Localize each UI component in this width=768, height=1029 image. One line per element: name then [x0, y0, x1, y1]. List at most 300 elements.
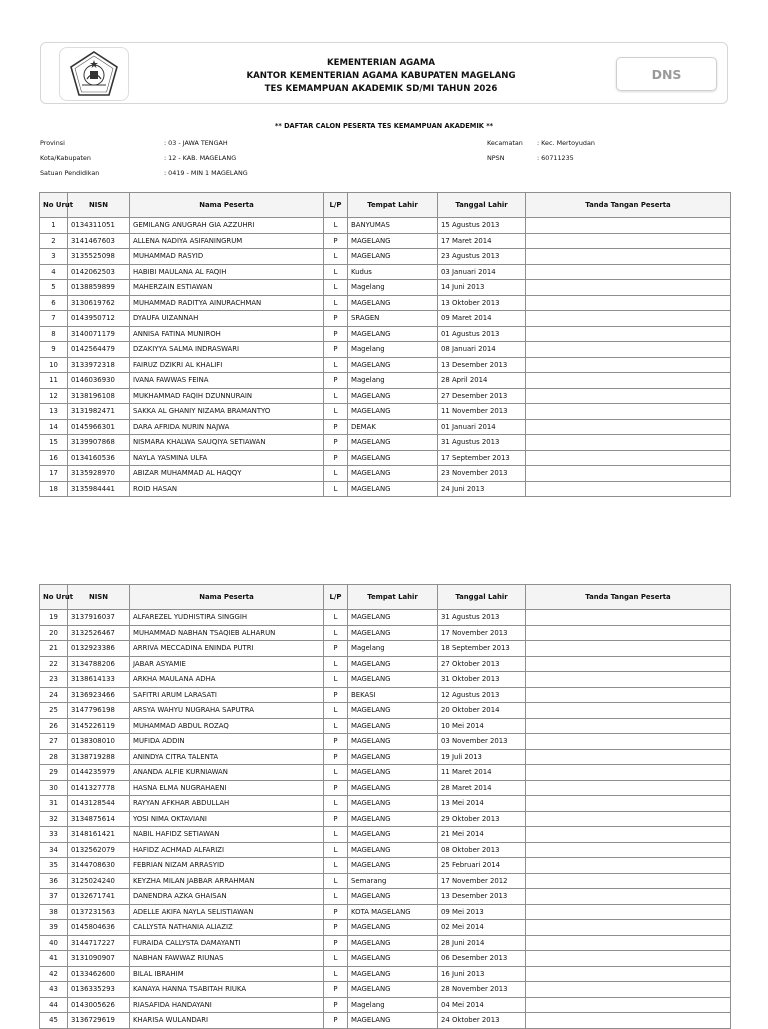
cell-nama: SAKKA AL GHANIY NIZAMA BRAMANTYO [130, 404, 324, 420]
cell-lp: P [324, 1013, 348, 1029]
col-nisn: NISN [68, 193, 130, 218]
cell-lp: L [324, 264, 348, 280]
cell-no: 30 [40, 780, 68, 796]
table-row [40, 404, 731, 420]
cell-no: 20 [40, 625, 68, 641]
cell-no: 32 [40, 811, 68, 827]
cell-tempat-lahir: MAGELANG [348, 966, 438, 982]
cell-nisn: 3131982471 [68, 404, 130, 420]
table-row [40, 218, 731, 234]
cell-nama: JABAR ASYAMIE [130, 656, 324, 672]
table-row [40, 796, 731, 812]
cell-lp: L [324, 858, 348, 874]
cell-nisn: 3144708630 [68, 858, 130, 874]
cell-tempat-lahir: BANYUMAS [348, 218, 438, 234]
cell-signature [526, 904, 731, 920]
cell-nama: MUHAMMAD RASYID [130, 249, 324, 265]
cell-signature [526, 264, 731, 280]
table-row [40, 904, 731, 920]
table-row [40, 342, 731, 358]
col-tanggal-lahir: Tanggal Lahir [438, 193, 526, 218]
cell-nisn: 3133972318 [68, 357, 130, 373]
cell-lp: L [324, 481, 348, 497]
cell-nama: ALFAREZEL YUDHISTIRA SINGGIH [130, 610, 324, 626]
cell-lp: L [324, 466, 348, 482]
cell-tanggal-lahir: 16 Juni 2013 [438, 966, 526, 982]
cell-lp: L [324, 404, 348, 420]
cell-nama: RIASAFIDA HANDAYANI [130, 997, 324, 1013]
cell-nisn: 0145804636 [68, 920, 130, 936]
cell-lp: P [324, 935, 348, 951]
info-label: Kecamatan [487, 139, 523, 147]
cell-nisn: 3139907868 [68, 435, 130, 451]
cell-tempat-lahir: Kudus [348, 264, 438, 280]
cell-tempat-lahir: MAGELANG [348, 889, 438, 905]
cell-tanggal-lahir: 12 Agustus 2013 [438, 687, 526, 703]
cell-nama: ABIZAR MUHAMMAD AL HAQQY [130, 466, 324, 482]
cell-tempat-lahir: MAGELANG [348, 435, 438, 451]
table-row [40, 450, 731, 466]
cell-nama: NABHAN FAWWAZ RIUNAS [130, 951, 324, 967]
dns-badge: DNS [616, 57, 717, 91]
cell-nisn: 0134311051 [68, 218, 130, 234]
info-value: : 60711235 [537, 154, 574, 162]
cell-nama: HAFIDZ ACHMAD ALFARIZI [130, 842, 324, 858]
cell-no: 27 [40, 734, 68, 750]
cell-tempat-lahir: MAGELANG [348, 718, 438, 734]
cell-nisn: 3130619762 [68, 295, 130, 311]
table-row [40, 641, 731, 657]
cell-nisn: 3131090907 [68, 951, 130, 967]
cell-signature [526, 796, 731, 812]
cell-signature [526, 280, 731, 296]
cell-tempat-lahir: MAGELANG [348, 625, 438, 641]
cell-nama: DYAUFA UIZANNAH [130, 311, 324, 327]
cell-tempat-lahir: MAGELANG [348, 295, 438, 311]
cell-no: 38 [40, 904, 68, 920]
cell-tempat-lahir: Magelang [348, 373, 438, 389]
cell-tanggal-lahir: 31 Agustus 2013 [438, 435, 526, 451]
cell-nisn: 3141467603 [68, 233, 130, 249]
cell-nama: ARSYA WAHYU NUGRAHA SAPUTRA [130, 703, 324, 719]
cell-signature [526, 997, 731, 1013]
cell-lp: P [324, 749, 348, 765]
cell-lp: L [324, 357, 348, 373]
cell-tanggal-lahir: 08 Oktober 2013 [438, 842, 526, 858]
table-row [40, 388, 731, 404]
cell-tanggal-lahir: 23 Agustus 2013 [438, 249, 526, 265]
cell-tempat-lahir: SRAGEN [348, 311, 438, 327]
cell-nisn: 0132562079 [68, 842, 130, 858]
cell-nama: MUFIDA ADDIN [130, 734, 324, 750]
cell-no: 39 [40, 920, 68, 936]
cell-tempat-lahir: DEMAK [348, 419, 438, 435]
table-row [40, 419, 731, 435]
cell-lp: P [324, 311, 348, 327]
table-row [40, 687, 731, 703]
cell-signature [526, 625, 731, 641]
cell-tanggal-lahir: 13 Desember 2013 [438, 889, 526, 905]
cell-signature [526, 357, 731, 373]
cell-no: 41 [40, 951, 68, 967]
cell-tanggal-lahir: 06 Desember 2013 [438, 951, 526, 967]
cell-no: 24 [40, 687, 68, 703]
cell-tempat-lahir: MAGELANG [348, 734, 438, 750]
table-row [40, 842, 731, 858]
cell-nama: MUHAMMAD NABHAN TSAQIEB ALHARUN [130, 625, 324, 641]
cell-nisn: 0138859899 [68, 280, 130, 296]
table-header-row [40, 585, 731, 610]
cell-signature [526, 641, 731, 657]
cell-signature [526, 920, 731, 936]
cell-lp: P [324, 373, 348, 389]
cell-nama: KEYZHA MILAN JABBAR ARRAHMAN [130, 873, 324, 889]
cell-no: 25 [40, 703, 68, 719]
table-row [40, 827, 731, 843]
cell-signature [526, 295, 731, 311]
cell-lp: L [324, 951, 348, 967]
cell-tanggal-lahir: 02 Mei 2014 [438, 920, 526, 936]
info-value: : 12 - KAB. MAGELANG [164, 154, 237, 162]
col-lp: L/P [324, 193, 348, 218]
cell-tanggal-lahir: 13 Oktober 2013 [438, 295, 526, 311]
cell-nama: DZAKIYYA SALMA INDRASWARI [130, 342, 324, 358]
cell-no: 7 [40, 311, 68, 327]
col-tempat-lahir: Tempat Lahir [348, 193, 438, 218]
table-row [40, 718, 731, 734]
cell-no: 22 [40, 656, 68, 672]
table-row [40, 734, 731, 750]
cell-no: 1 [40, 218, 68, 234]
cell-no: 44 [40, 997, 68, 1013]
cell-nisn: 3136923466 [68, 687, 130, 703]
table-row [40, 765, 731, 781]
cell-tanggal-lahir: 28 Juni 2014 [438, 935, 526, 951]
cell-nama: ARKHA MAULANA ADHA [130, 672, 324, 688]
info-row-district [487, 136, 595, 151]
cell-signature [526, 703, 731, 719]
cell-signature [526, 419, 731, 435]
cell-nisn: 0133462600 [68, 966, 130, 982]
cell-lp: P [324, 982, 348, 998]
list-title: ** DAFTAR CALON PESERTA TES KEMAMPUAN AKADEMIK ** [274, 122, 494, 130]
cell-signature [526, 672, 731, 688]
cell-lp: P [324, 342, 348, 358]
cell-tempat-lahir: MAGELANG [348, 951, 438, 967]
cell-nisn: 0132923386 [68, 641, 130, 657]
cell-tanggal-lahir: 11 Maret 2014 [438, 765, 526, 781]
cell-no: 14 [40, 419, 68, 435]
cell-nisn: 3148161421 [68, 827, 130, 843]
cell-signature [526, 435, 731, 451]
cell-nisn: 3138196108 [68, 388, 130, 404]
cell-nisn: 0142062503 [68, 264, 130, 280]
cell-signature [526, 827, 731, 843]
cell-tempat-lahir: Magelang [348, 997, 438, 1013]
cell-tempat-lahir: MAGELANG [348, 858, 438, 874]
emblem-icon [67, 49, 121, 99]
cell-tempat-lahir: KOTA MAGELANG [348, 904, 438, 920]
cell-signature [526, 749, 731, 765]
cell-nama: NISMARA KHALWA SAUQIYA SETIAWAN [130, 435, 324, 451]
cell-signature [526, 765, 731, 781]
cell-nama: FURAIDA CALLYSTA DAMAYANTI [130, 935, 324, 951]
cell-nisn: 3125024240 [68, 873, 130, 889]
cell-signature [526, 842, 731, 858]
cell-lp: L [324, 796, 348, 812]
cell-nisn: 3135984441 [68, 481, 130, 497]
cell-tempat-lahir: Magelang [348, 641, 438, 657]
cell-signature [526, 982, 731, 998]
cell-nisn: 0142564479 [68, 342, 130, 358]
cell-nisn: 0138308010 [68, 734, 130, 750]
cell-tempat-lahir: MAGELANG [348, 357, 438, 373]
cell-nisn: 0132671741 [68, 889, 130, 905]
cell-signature [526, 811, 731, 827]
table-row [40, 373, 731, 389]
cell-tanggal-lahir: 01 Agustus 2013 [438, 326, 526, 342]
table-row [40, 1013, 731, 1029]
cell-no: 34 [40, 842, 68, 858]
cell-tempat-lahir: MAGELANG [348, 326, 438, 342]
cell-signature [526, 388, 731, 404]
cell-no: 3 [40, 249, 68, 265]
cell-tanggal-lahir: 25 Februari 2014 [438, 858, 526, 874]
header-box [40, 42, 728, 104]
cell-tanggal-lahir: 28 April 2014 [438, 373, 526, 389]
cell-lp: L [324, 610, 348, 626]
cell-tempat-lahir: MAGELANG [348, 249, 438, 265]
cell-tanggal-lahir: 24 Oktober 2013 [438, 1013, 526, 1029]
cell-nisn: 3132526467 [68, 625, 130, 641]
participant-table-1 [39, 192, 731, 497]
info-row-province [40, 136, 248, 151]
cell-tempat-lahir: MAGELANG [348, 656, 438, 672]
table-row [40, 982, 731, 998]
cell-nisn: 0137231563 [68, 904, 130, 920]
table-row [40, 997, 731, 1013]
cell-tempat-lahir: MAGELANG [348, 450, 438, 466]
cell-no: 11 [40, 373, 68, 389]
cell-nisn: 3135928970 [68, 466, 130, 482]
table-row [40, 435, 731, 451]
cell-lp: L [324, 249, 348, 265]
cell-no: 29 [40, 765, 68, 781]
cell-no: 8 [40, 326, 68, 342]
cell-tempat-lahir: BEKASI [348, 687, 438, 703]
cell-tanggal-lahir: 10 Mei 2014 [438, 718, 526, 734]
cell-no: 26 [40, 718, 68, 734]
col-lp: L/P [324, 585, 348, 610]
cell-tanggal-lahir: 13 Desember 2013 [438, 357, 526, 373]
table-row [40, 326, 731, 342]
cell-no: 35 [40, 858, 68, 874]
table-row [40, 264, 731, 280]
cell-no: 33 [40, 827, 68, 843]
info-value: : Kec. Mertoyudan [537, 139, 595, 147]
cell-nisn: 0141327778 [68, 780, 130, 796]
cell-no: 23 [40, 672, 68, 688]
table-row [40, 466, 731, 482]
cell-signature [526, 311, 731, 327]
table-row [40, 295, 731, 311]
cell-signature [526, 873, 731, 889]
cell-tanggal-lahir: 18 September 2013 [438, 641, 526, 657]
table-row [40, 357, 731, 373]
cell-nama: GEMILANG ANUGRAH GIA AZZUHRI [130, 218, 324, 234]
cell-no: 10 [40, 357, 68, 373]
info-value: : 0419 - MIN 1 MAGELANG [164, 169, 248, 177]
cell-tanggal-lahir: 17 November 2013 [438, 625, 526, 641]
table-body [40, 218, 731, 497]
cell-lp: L [324, 218, 348, 234]
cell-signature [526, 404, 731, 420]
cell-nisn: 0144235979 [68, 765, 130, 781]
cell-tempat-lahir: MAGELANG [348, 481, 438, 497]
table-row [40, 625, 731, 641]
cell-nama: ANANDA ALFIE KURNIAWAN [130, 765, 324, 781]
table-row [40, 280, 731, 296]
cell-nama: SAFITRI ARUM LARASATI [130, 687, 324, 703]
table-row [40, 481, 731, 497]
table-row [40, 233, 731, 249]
cell-no: 19 [40, 610, 68, 626]
cell-nama: YOSI NIMA OKTAVIANI [130, 811, 324, 827]
cell-nisn: 3136729619 [68, 1013, 130, 1029]
cell-tanggal-lahir: 27 Oktober 2013 [438, 656, 526, 672]
cell-tempat-lahir: MAGELANG [348, 388, 438, 404]
kemenag-logo [59, 47, 129, 101]
table-row [40, 811, 731, 827]
cell-nama: IVANA FAWWAS FEINA [130, 373, 324, 389]
cell-no: 28 [40, 749, 68, 765]
col-tempat-lahir: Tempat Lahir [348, 585, 438, 610]
cell-lp: P [324, 641, 348, 657]
cell-nisn: 3145226119 [68, 718, 130, 734]
cell-lp: P [324, 904, 348, 920]
cell-no: 21 [40, 641, 68, 657]
cell-no: 45 [40, 1013, 68, 1029]
cell-nisn: 3135525098 [68, 249, 130, 265]
cell-nisn: 3137916037 [68, 610, 130, 626]
cell-tempat-lahir: MAGELANG [348, 672, 438, 688]
cell-signature [526, 466, 731, 482]
cell-no: 2 [40, 233, 68, 249]
cell-signature [526, 610, 731, 626]
table-row [40, 780, 731, 796]
cell-lp: L [324, 625, 348, 641]
cell-lp: P [324, 811, 348, 827]
header-ministry: KEMENTERIAN AGAMA [326, 58, 436, 68]
cell-tanggal-lahir: 21 Mei 2014 [438, 827, 526, 843]
cell-tanggal-lahir: 19 Juli 2013 [438, 749, 526, 765]
cell-nisn: 0134160536 [68, 450, 130, 466]
cell-signature [526, 951, 731, 967]
cell-signature [526, 342, 731, 358]
cell-signature [526, 780, 731, 796]
cell-tempat-lahir: MAGELANG [348, 233, 438, 249]
col-tanda-tangan: Tanda Tangan Peserta [526, 193, 731, 218]
cell-tempat-lahir: MAGELANG [348, 610, 438, 626]
cell-signature [526, 656, 731, 672]
table-header-row [40, 193, 731, 218]
cell-signature [526, 734, 731, 750]
table-row [40, 920, 731, 936]
cell-signature [526, 450, 731, 466]
cell-lp: L [324, 765, 348, 781]
participant-table-2 [39, 584, 731, 1029]
cell-nisn: 0143005626 [68, 997, 130, 1013]
cell-nama: BILAL IBRAHIM [130, 966, 324, 982]
cell-tempat-lahir: MAGELANG [348, 404, 438, 420]
cell-nama: HABIBI MAULANA AL FAQIH [130, 264, 324, 280]
cell-no: 4 [40, 264, 68, 280]
cell-no: 37 [40, 889, 68, 905]
cell-tempat-lahir: MAGELANG [348, 466, 438, 482]
cell-tanggal-lahir: 09 Mei 2013 [438, 904, 526, 920]
cell-signature [526, 966, 731, 982]
cell-lp: P [324, 687, 348, 703]
cell-tanggal-lahir: 28 November 2013 [438, 982, 526, 998]
cell-no: 36 [40, 873, 68, 889]
cell-lp: P [324, 920, 348, 936]
cell-tanggal-lahir: 28 Maret 2014 [438, 780, 526, 796]
col-nama-peserta: Nama Peserta [130, 193, 324, 218]
header-titles [161, 57, 601, 96]
cell-tanggal-lahir: 29 Oktober 2013 [438, 811, 526, 827]
cell-nama: ALLENA NADIYA ASIFANINGRUM [130, 233, 324, 249]
cell-nama: CALLYSTA NATHANIA ALIAZIZ [130, 920, 324, 936]
cell-no: 12 [40, 388, 68, 404]
cell-nisn: 3144717227 [68, 935, 130, 951]
cell-signature [526, 687, 731, 703]
cell-lp: L [324, 966, 348, 982]
cell-tempat-lahir: Magelang [348, 280, 438, 296]
col-nisn: NISN [68, 585, 130, 610]
cell-lp: P [324, 326, 348, 342]
col-tanda-tangan: Tanda Tangan Peserta [526, 585, 731, 610]
cell-tempat-lahir: MAGELANG [348, 842, 438, 858]
cell-nisn: 3147796198 [68, 703, 130, 719]
cell-tempat-lahir: MAGELANG [348, 982, 438, 998]
table-row [40, 935, 731, 951]
cell-nama: ANINDYA CITRA TALENTA [130, 749, 324, 765]
cell-tempat-lahir: MAGELANG [348, 935, 438, 951]
cell-lp: L [324, 703, 348, 719]
cell-lp: P [324, 734, 348, 750]
cell-tempat-lahir: MAGELANG [348, 920, 438, 936]
info-row-npsn [487, 151, 595, 166]
cell-tempat-lahir: MAGELANG [348, 749, 438, 765]
cell-nama: DANENDRA AZKA GHAISAN [130, 889, 324, 905]
cell-signature [526, 233, 731, 249]
cell-tanggal-lahir: 08 Januari 2014 [438, 342, 526, 358]
col-no-urut: No Urut [40, 585, 68, 610]
cell-no: 40 [40, 935, 68, 951]
cell-lp: P [324, 435, 348, 451]
cell-lp: P [324, 997, 348, 1013]
cell-tempat-lahir: MAGELANG [348, 796, 438, 812]
cell-no: 5 [40, 280, 68, 296]
cell-nisn: 0146036930 [68, 373, 130, 389]
cell-lp: P [324, 450, 348, 466]
cell-nama: MUHAMMAD ABDUL ROZAQ [130, 718, 324, 734]
col-tanggal-lahir: Tanggal Lahir [438, 585, 526, 610]
table-row [40, 610, 731, 626]
cell-no: 9 [40, 342, 68, 358]
cell-signature [526, 373, 731, 389]
cell-signature [526, 889, 731, 905]
